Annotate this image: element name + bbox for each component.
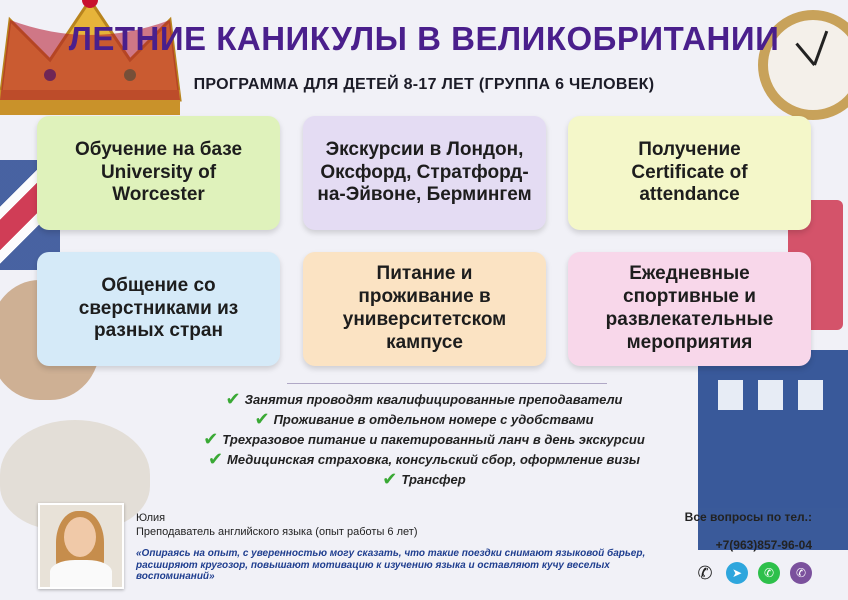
checkmark-icon: ✔ (203, 428, 219, 449)
contact-footer (26, 498, 826, 590)
contact-name: Юлия (136, 512, 166, 524)
feature-item: ✔ Трехразовое питание и пакетированный ланч в день экскурсии (203, 428, 645, 449)
viber-icon[interactable]: ✆ (790, 562, 812, 584)
avatar (38, 503, 124, 589)
telegram-icon[interactable]: ➤ (726, 562, 748, 584)
contact-prompt: Все вопросы по тел.: (684, 510, 812, 524)
feature-item: ✔ Трансфер (382, 468, 466, 489)
card-communication: Общение со сверстниками из разных стран (37, 252, 280, 366)
divider (287, 383, 607, 384)
checkmark-icon: ✔ (254, 408, 270, 429)
checkmark-icon: ✔ (225, 388, 241, 409)
feature-item: ✔ Проживание в отдельном номере с удобствами (254, 408, 594, 429)
card-certificate: Получение Certificate of attendance (568, 116, 811, 230)
contact-quote: «Опираясь на опыт, с уверенностью могу сказать, что такие поездки снимают языковой барьер, расширяют кругозор, повышают мотивацию к изучению языка и оставляют кучу веселых воспоминаний» (136, 548, 646, 582)
phone-icon[interactable]: ✆ (697, 562, 713, 583)
card-accommodation: Питание и проживание в университетском кампусе (303, 252, 546, 366)
feature-item: ✔ Занятия проводят квалифицированные преподаватели (225, 388, 623, 409)
card-university: Обучение на базе University of Worcester (37, 116, 280, 230)
whatsapp-icon[interactable]: ✆ (758, 562, 780, 584)
card-activities: Ежедневные спортивные и развлекательные мероприятия (568, 252, 811, 366)
checkmark-icon: ✔ (382, 468, 398, 489)
page-title: ЛЕТНИЕ КАНИКУЛЫ В ВЕЛИКОБРИТАНИИ (68, 20, 780, 57)
contact-role: Преподаватель английского языка (опыт работы 6 лет) (136, 526, 418, 538)
phone-number[interactable]: +7(963)857-96-04 (715, 538, 812, 552)
feature-item: ✔ Медицинская страховка, консульский сбор, оформление визы (207, 448, 641, 469)
card-excursions: Экскурсии в Лондон, Оксфорд, Стратфорд-на-Эйвоне, Бермингем (303, 116, 546, 230)
messenger-icons (694, 562, 812, 584)
features-list (150, 389, 698, 489)
page-subtitle: ПРОГРАММА ДЛЯ ДЕТЕЙ 8-17 ЛЕТ (ГРУППА 6 ЧЕЛОВЕК) (193, 76, 655, 93)
checkmark-icon: ✔ (207, 448, 224, 469)
